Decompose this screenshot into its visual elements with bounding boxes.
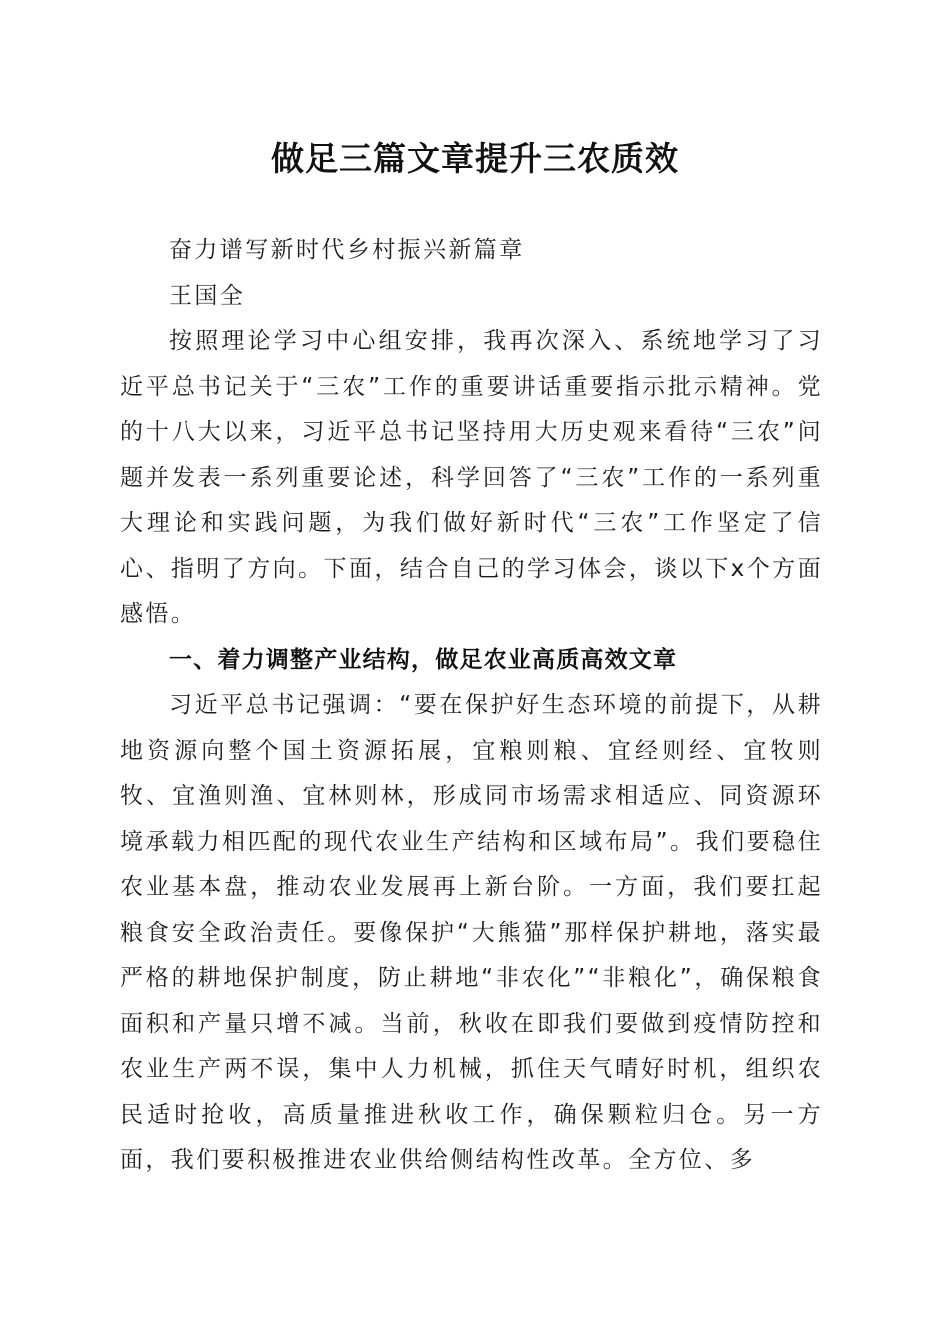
- paragraph-intro: 按照理论学习中心组安排，我再次深入、系统地学习了习近平总书记关于“三农”工作的重要讲话重要指示批示精神。党的十八大以来，习近平总书记坚持用大历史观来看待“三农”问题并发表一系列重要论述，科学回答了“三农”工作的一系列重大理论和实践问题，为我们做好新时代“三农”工作坚定了信心、指明了方向。下面，结合自己的学习体会，谈以下x个方面感悟。: [120, 328, 823, 627]
- document-title: 做足三篇文章提升三农质效: [271, 139, 679, 178]
- document-body: [120, 228, 823, 1184]
- document-author: 王国全: [169, 282, 246, 309]
- document-subtitle: 奋力谱写新时代乡村振兴新篇章: [169, 237, 525, 263]
- section-heading-1: 一、着力调整产业结构，做足农业高质高效文章: [169, 646, 678, 673]
- paragraph-section-1: 习近平总书记强调：“要在保护好生态环境的前提下，从耕地资源向整个国土资源拓展，宜粮则粮、宜经则经、宜牧则牧、宜渔则渔、宜林则林，形成同市场需求相适应、同资源环境承载力相匹配的现代农业生产结构和区域布局”。我们要稳住农业基本盘，推动农业发展再上新台阶。一方面，我们要扛起粮食安全政治责任。要像保护“大熊猫”那样保护耕地，落实最严格的耕地保护制度，防止耕地“非农化”“非粮化”，确保粮食面积和产量只增不减。当前，秋收在即我们要做到疫情防控和农业生产两不误，集中人力机械，抓住天气晴好时机，组织农民适时抢收，高质量推进秋收工作，确保颗粒归仓。另一方面，我们要积极推进农业供给侧结构性改革。全方位、多: [120, 692, 823, 1173]
